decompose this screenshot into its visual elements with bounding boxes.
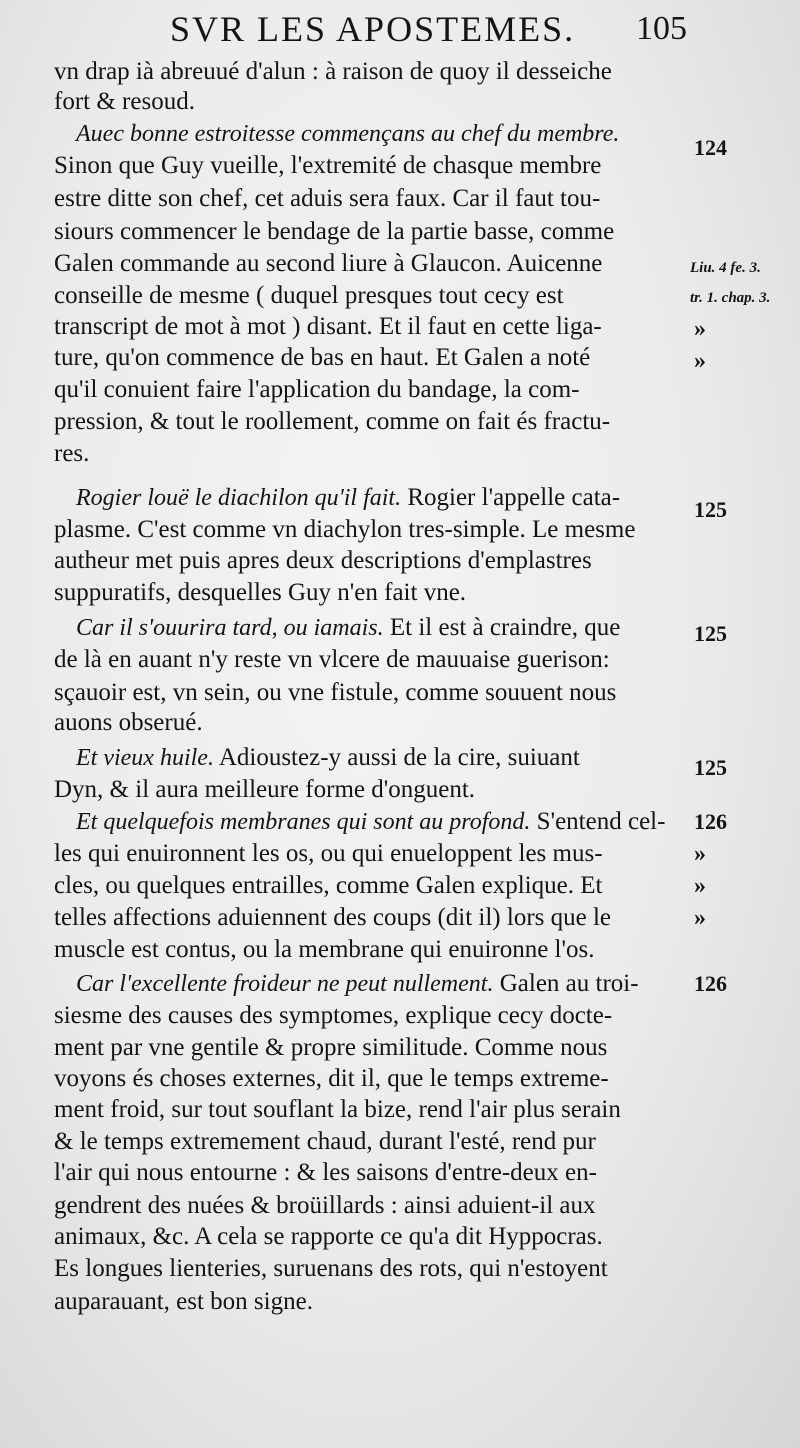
text-line xyxy=(54,150,684,182)
line-text: cles, ou quelques entrailles, comme Galen explique. Et xyxy=(54,872,603,899)
line-text: muscle est contus, ou la membrane qui enuironne l'os. xyxy=(54,936,595,963)
line-text: siesme des causes des symptomes, explique cecy docte- xyxy=(54,1002,613,1029)
text-line xyxy=(54,514,684,546)
text-line xyxy=(54,1063,684,1095)
line-text: gendrent des nuées & broüillards : ainsi aduient-il aux xyxy=(54,1192,596,1219)
line-text: ture, qu'on commence de bas en haut. Et Galen a noté xyxy=(54,344,591,371)
line-text: les qui enuironnent les os, ou qui enueloppent les mus- xyxy=(54,840,603,867)
margin-reference: Liu. 4 fe. 3. xyxy=(690,260,761,276)
text-line xyxy=(54,86,684,118)
text-line xyxy=(54,838,684,870)
text-line xyxy=(76,968,706,1000)
line-text: & le temps extremement chaud, durant l'esté, rend pur xyxy=(54,1128,596,1155)
text-line xyxy=(54,644,684,676)
margin-note-number: 125 xyxy=(694,755,727,780)
line-text: sçauoir est, vn sein, ou vne fistule, comme souuent nous xyxy=(54,679,617,706)
text-line xyxy=(54,870,684,902)
text-line xyxy=(54,183,684,215)
margin-quote-mark: » xyxy=(694,348,706,374)
margin-note-number: 126 xyxy=(694,809,727,834)
lemma-text: Et vieux huile. xyxy=(76,745,214,771)
margin-quote-mark: » xyxy=(694,841,706,867)
margin-note-number: 125 xyxy=(694,497,727,522)
text-line xyxy=(54,1094,684,1126)
line-text: vn drap ià abreuué d'alun : à raison de quoy il desseiche xyxy=(54,58,612,85)
line-text: res. xyxy=(54,440,90,467)
line-text: qu'il conuient faire l'application du bandage, la com- xyxy=(54,376,580,403)
text-line xyxy=(76,482,706,514)
text-line xyxy=(76,742,706,774)
line-text: l'air qui nous entourne : & les saisons d'entre-deux en- xyxy=(54,1159,597,1186)
text-line xyxy=(54,374,684,406)
margin-note-number: 126 xyxy=(694,971,727,996)
text-line xyxy=(54,934,684,966)
text-line xyxy=(54,248,684,280)
text-line xyxy=(54,1157,684,1189)
line-text: telles affections aduiennent des coups (dit il) lors que le xyxy=(54,904,612,931)
text-line xyxy=(54,545,684,577)
text-line xyxy=(54,280,684,312)
line-text: ment par vne gentile & propre similitude. Comme nous xyxy=(54,1034,608,1061)
text-line xyxy=(76,612,706,644)
text-line xyxy=(54,1286,684,1318)
text-line xyxy=(54,1253,684,1285)
text-line xyxy=(54,1032,684,1064)
margin-note-number: 125 xyxy=(694,621,727,646)
lemma-text: Rogier louë le diachilon qu'il fait. xyxy=(76,485,402,511)
line-text: Es longues lienteries, suruenans des rots, qui n'estoyent xyxy=(54,1255,608,1282)
text-line xyxy=(54,707,684,739)
margin-quote-mark: » xyxy=(694,316,706,342)
page-number: 105 xyxy=(636,10,687,47)
line-text: Rogier l'appelle cata- xyxy=(401,484,621,511)
lemma-text: Auec bonne estroitesse commençans au chef du membre. xyxy=(76,121,620,147)
text-line xyxy=(54,1221,684,1253)
margin-quote-mark: » xyxy=(694,905,706,931)
page-header xyxy=(0,4,800,54)
margin-note-number: 124 xyxy=(694,135,727,160)
line-text: de là en auant n'y reste vn vlcere de mauuaise guerison: xyxy=(54,646,610,673)
margin-reference: tr. 1. chap. 3. xyxy=(690,290,771,306)
line-text: Et il est à craindre, que xyxy=(383,614,621,641)
text-line xyxy=(54,56,684,88)
text-line xyxy=(54,216,684,248)
text-line xyxy=(76,118,706,150)
line-text: estre ditte son chef, cet aduis sera faux. Car il faut tou- xyxy=(54,185,601,212)
margin-quote-mark: » xyxy=(694,873,706,899)
line-text: Adioustez-y aussi de la cire, suiuant xyxy=(213,744,580,771)
text-line xyxy=(54,406,684,438)
line-text: Dyn, & il aura meilleure forme d'onguent. xyxy=(54,776,476,803)
line-text: auons obserué. xyxy=(54,709,203,736)
running-title: SVR LES APOSTEMES. xyxy=(170,9,576,49)
text-line xyxy=(54,311,684,343)
text-line xyxy=(54,902,684,934)
text-line xyxy=(54,774,684,806)
line-text: fort & resoud. xyxy=(54,88,195,115)
line-text: ment froid, sur tout souflant la bize, rend l'air plus serain xyxy=(54,1096,621,1123)
line-text: plasme. C'est comme vn diachylon tres-simple. Le mesme xyxy=(54,516,636,543)
text-line xyxy=(54,342,684,374)
line-text: siours commencer le bendage de la partie basse, comme xyxy=(54,218,615,245)
line-text: animaux, &c. A cela se rapporte ce qu'a dit Hyppocras. xyxy=(54,1223,603,1250)
text-line xyxy=(54,677,684,709)
line-text: transcript de mot à mot ) disant. Et il faut en cette liga- xyxy=(54,313,602,340)
lemma-text: Et quelquefois membranes qui sont au profond. xyxy=(76,809,531,835)
line-text: S'entend cel- xyxy=(530,808,666,835)
line-text: conseille de mesme ( duquel presques tout cecy est xyxy=(54,282,564,309)
lemma-text: Car il s'ouurira tard, ou iamais. xyxy=(76,615,384,641)
text-line xyxy=(54,1000,684,1032)
text-line xyxy=(54,1126,684,1158)
line-text: Sinon que Guy vueille, l'extremité de chasque membre xyxy=(54,152,602,179)
text-line xyxy=(76,806,706,838)
text-line xyxy=(54,438,684,470)
lemma-text: Car l'excellente froideur ne peut nullement. xyxy=(76,971,494,997)
line-text: Galen commande au second liure à Glaucon. Auicenne xyxy=(54,250,603,277)
line-text: Galen au troi- xyxy=(493,970,639,997)
line-text: autheur met puis apres deux descriptions d'emplastres xyxy=(54,547,592,574)
line-text: voyons és choses externes, dit il, que le temps extreme- xyxy=(54,1065,609,1092)
text-line xyxy=(54,1190,684,1222)
line-text: pression, & tout le roollement, comme on fait és fractu- xyxy=(54,408,611,435)
text-line xyxy=(54,577,684,609)
line-text: auparauant, est bon signe. xyxy=(54,1288,313,1315)
line-text: suppuratifs, desquelles Guy n'en fait vne. xyxy=(54,579,467,606)
